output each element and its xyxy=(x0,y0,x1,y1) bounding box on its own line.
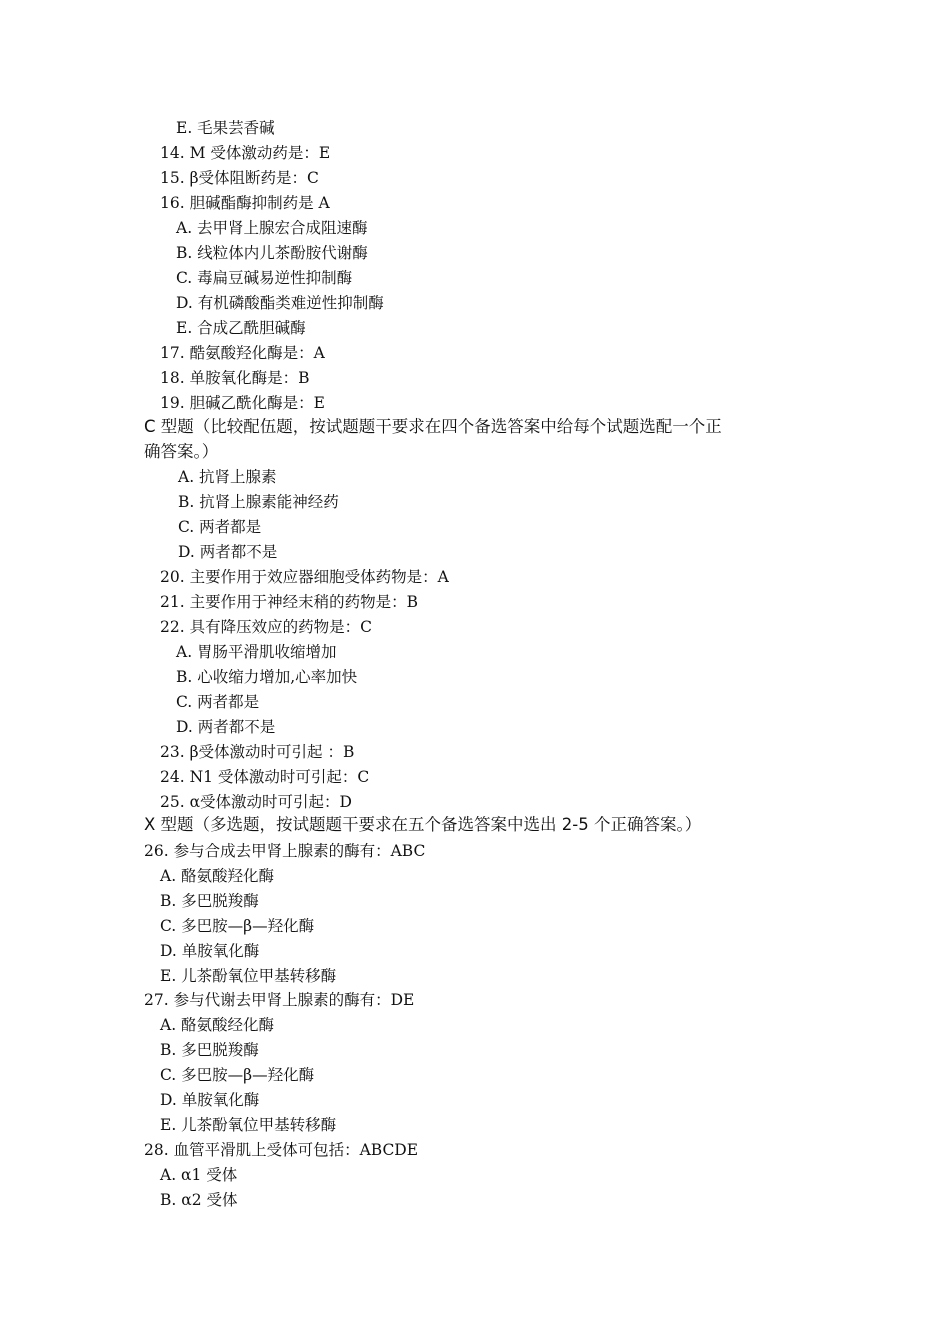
option-line: A. 酪氨酸经化酶 xyxy=(160,1016,275,1034)
section-heading-x: X 型题（多选题，按试题题干要求在五个备选答案中选出 2-5 个正确答案。） xyxy=(144,815,702,834)
section-heading-c-cont: 确答案。） xyxy=(144,442,219,461)
option-line: A. α1 受体 xyxy=(160,1166,238,1184)
option-line: A. 抗肾上腺素 xyxy=(178,468,277,486)
question-line: 28. 血管平滑肌上受体可包括：ABCDE xyxy=(144,1141,419,1159)
section-heading-c: C 型题（比较配伍题，按试题题干要求在四个备选答案中给每个试题选配一个正 xyxy=(144,417,722,436)
option-line: C. 多巴胺—β—羟化酶 xyxy=(160,917,315,935)
question-line: 24. N1 受体激动时可引起：C xyxy=(160,768,370,786)
option-line: C. 毒扁豆碱易逆性抑制酶 xyxy=(176,269,353,287)
option-line: D. 两者都不是 xyxy=(178,543,278,561)
option-line: C. 两者都是 xyxy=(176,693,260,711)
question-line: 23. β受体激动时可引起 ：B xyxy=(160,743,355,761)
option-line: E. 合成乙酰胆碱酶 xyxy=(176,319,306,337)
option-line: E. 儿茶酚氧位甲基转移酶 xyxy=(160,967,337,985)
option-line: C. 两者都是 xyxy=(178,518,262,536)
question-line: 21. 主要作用于神经末稍的药物是：B xyxy=(160,593,418,611)
option-line: D. 有机磷酸酯类难逆性抑制酶 xyxy=(176,294,384,312)
option-line: B. 心收缩力增加,心率加快 xyxy=(176,668,358,686)
option-line: B. 线粒体内儿茶酚胺代谢酶 xyxy=(176,244,368,262)
question-line: 14. M 受体激动药是：E xyxy=(160,144,331,162)
option-line: A. 胃肠平滑肌收缩增加 xyxy=(176,643,337,661)
question-line: 27. 参与代谢去甲肾上腺素的酶有：DE xyxy=(144,991,415,1009)
option-line: B. 多巴脱羧酶 xyxy=(160,1041,259,1059)
option-line: A. 去甲肾上腺宏合成阻速酶 xyxy=(176,219,368,237)
question-line: 22. 具有降压效应的药物是：C xyxy=(160,618,372,636)
question-line: 26. 参与合成去甲肾上腺素的酶有：ABC xyxy=(144,842,426,860)
option-line: E. 毛果芸香碱 xyxy=(176,119,275,137)
option-line: D. 单胺氧化酶 xyxy=(160,1091,260,1109)
option-line: D. 单胺氧化酶 xyxy=(160,942,260,960)
question-line: 15. β受体阻断药是：C xyxy=(160,169,319,187)
question-line: 20. 主要作用于效应器细胞受体药物是：A xyxy=(160,568,449,586)
option-line: B. 多巴脱羧酶 xyxy=(160,892,259,910)
option-line: C. 多巴胺—β—羟化酶 xyxy=(160,1066,315,1084)
option-line: A. 酪氨酸羟化酶 xyxy=(160,867,275,885)
question-line: 16. 胆碱酯酶抑制药是 A xyxy=(160,194,330,212)
option-line: D. 两者都不是 xyxy=(176,718,276,736)
question-line: 18. 单胺氧化酶是：B xyxy=(160,369,310,387)
option-line: B. α2 受体 xyxy=(160,1191,238,1209)
option-line: B. 抗肾上腺素能神经药 xyxy=(178,493,339,511)
question-line: 25. α受体激动时可引起：D xyxy=(160,793,352,811)
option-line: E. 儿茶酚氧位甲基转移酶 xyxy=(160,1116,337,1134)
question-line: 17. 酷氨酸羟化酶是：A xyxy=(160,344,325,362)
question-line: 19. 胆碱乙酰化酶是：E xyxy=(160,394,325,412)
